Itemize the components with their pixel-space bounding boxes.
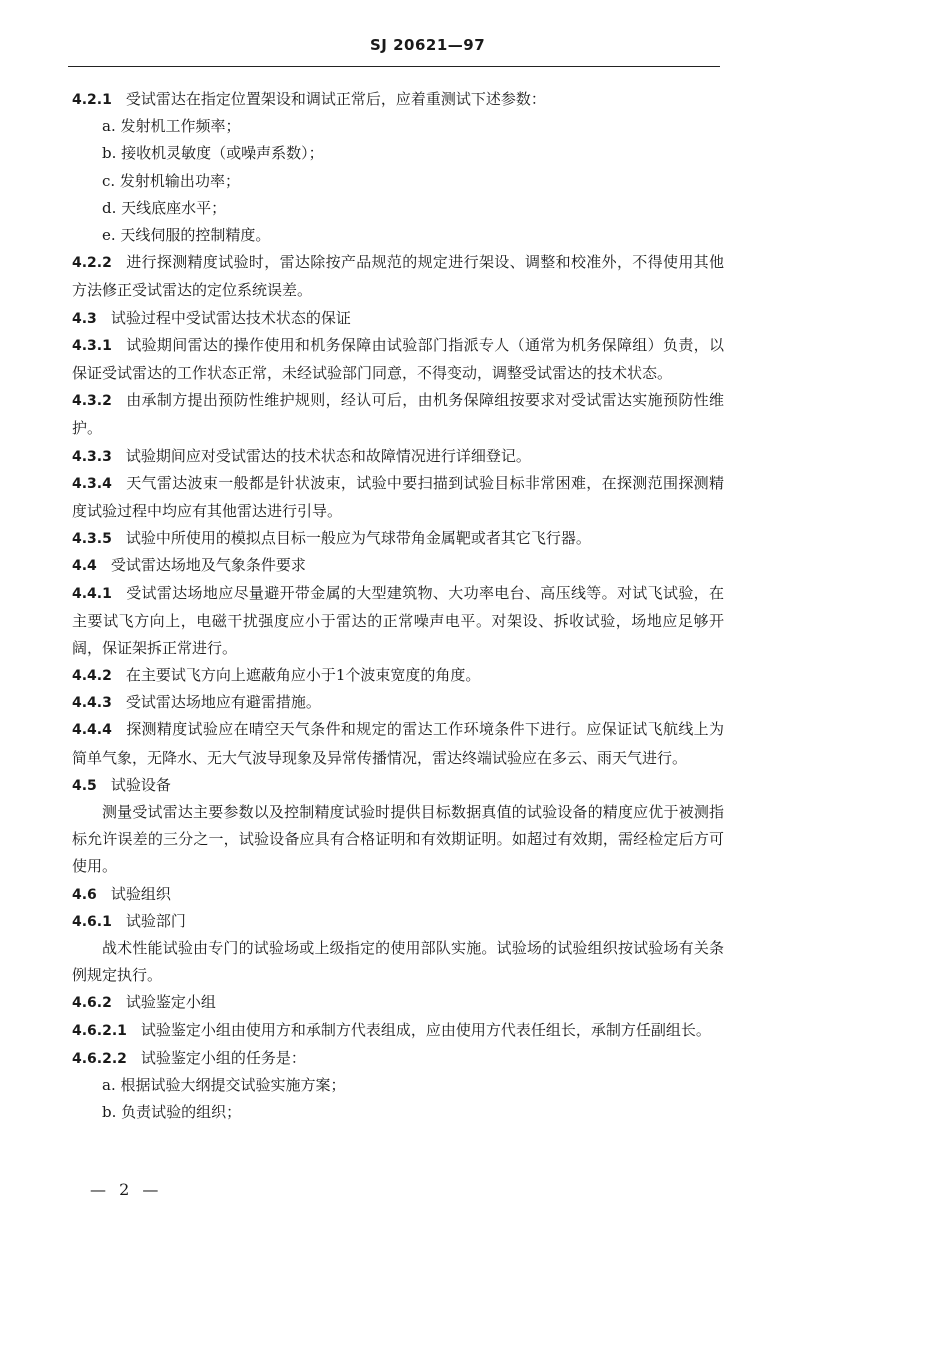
paragraph-4-3-2: 4.3.2 由承制方提出预防性维护规则，经认可后，由机务保障组按要求对受试雷达实施预防性维护。 <box>72 391 724 438</box>
section-heading-4-6-2: 4.6.2 试验鉴定小组 <box>72 993 216 1012</box>
paragraph-4-3-4: 4.3.4 天气雷达波束一般都是针状波束，试验中要扫描到试验目标非常困难，在探测范围探测精度试验过程中均应有其他雷达进行引导。 <box>72 473 724 520</box>
paragraph-4-3-5: 4.3.5 试验中所使用的模拟点目标一般应为气球带角金属靶或者其它飞行器。 <box>72 529 591 548</box>
section-heading-4-6-1: 4.6.1 试验部门 <box>72 911 186 930</box>
paragraph-4-4-1: 4.4.1 受试雷达场地应尽量避开带金属的大型建筑物、大功率电台、高压线等。对试飞试验，在主要试飞方向上，电磁干扰强度应小于雷达的正常噪声电平。对架设、拆收试验，场地应足够开阔，保证架拆正常进行。 <box>72 583 724 657</box>
list-item-e: e. 天线伺服的控制精度。 <box>102 225 271 244</box>
section-heading-4-6: 4.6 试验组织 <box>72 884 171 903</box>
list-item-a: a. 根据试验大纲提交试验实施方案； <box>102 1076 346 1095</box>
document-code: SJ 20621—97 <box>370 36 486 54</box>
paragraph-4-4-2: 4.4.2 在主要试飞方向上遮蔽角应小于1个波束宽度的角度。 <box>72 666 481 685</box>
paragraph-4-6-1-body: 战术性能试验由专门的试验场或上级指定的使用部队实施。试验场的试验组织按试验场有关条例规定执行。 <box>72 939 724 985</box>
paragraph-4-6-2-1: 4.6.2.1 试验鉴定小组由使用方和承制方代表组成，应由使用方代表任组长，承制方任副组长。 <box>72 1020 711 1039</box>
paragraph-4-4-4: 4.4.4 探测精度试验应在晴空天气条件和规定的雷达工作环境条件下进行。应保证试飞航线上为简单气象，无降水、无大气波导现象及异常传播情况，雷达终端试验应在多云、雨天气进行。 <box>72 720 724 767</box>
paragraph-4-4-3: 4.4.3 受试雷达场地应有避雷措施。 <box>72 693 321 712</box>
paragraph-4-5-body: 测量受试雷达主要参数以及控制精度试验时提供目标数据真值的试验设备的精度应优于被测指标允许误差的三分之一，试验设备应具有合格证明和有效期证明。如超过有效期，需经检定后方可使用。 <box>72 803 724 876</box>
paragraph-4-3-1: 4.3.1 试验期间雷达的操作使用和机务保障由试验部门指派专人（通常为机务保障组）负责，以保证受试雷达的工作状态正常，未经试验部门同意，不得变动，调整受试雷达的技术状态。 <box>72 335 724 382</box>
paragraph-4-6-2-2: 4.6.2.2 试验鉴定小组的任务是： <box>72 1048 306 1067</box>
list-item-b: b. 接收机灵敏度（或噪声系数）； <box>102 144 324 163</box>
header-rule <box>68 66 720 67</box>
section-heading-4-4: 4.4 受试雷达场地及气象条件要求 <box>72 556 306 575</box>
paragraph-4-2-2: 4.2.2 进行探测精度试验时，雷达除按产品规范的规定进行架设、调整和校准外，不得使用其他方法修正受试雷达的定位系统误差。 <box>72 253 724 300</box>
list-item-a: a. 发射机工作频率； <box>102 117 241 136</box>
page-number: — 2 — <box>90 1180 163 1199</box>
list-item-b: b. 负责试验的组织； <box>102 1103 242 1122</box>
list-item-d: d. 天线底座水平； <box>102 198 227 217</box>
paragraph-4-3-3: 4.3.3 试验期间应对受试雷达的技术状态和故障情况进行详细登记。 <box>72 446 531 465</box>
section-heading-4-3: 4.3 试验过程中受试雷达技术状态的保证 <box>72 308 351 327</box>
document-body <box>72 86 724 1126</box>
list-item-c: c. 发射机输出功率； <box>102 171 240 190</box>
paragraph-4-2-1: 4.2.1 受试雷达在指定位置架设和调试正常后，应着重测试下述参数： <box>72 90 546 108</box>
section-heading-4-5: 4.5 试验设备 <box>72 775 171 794</box>
